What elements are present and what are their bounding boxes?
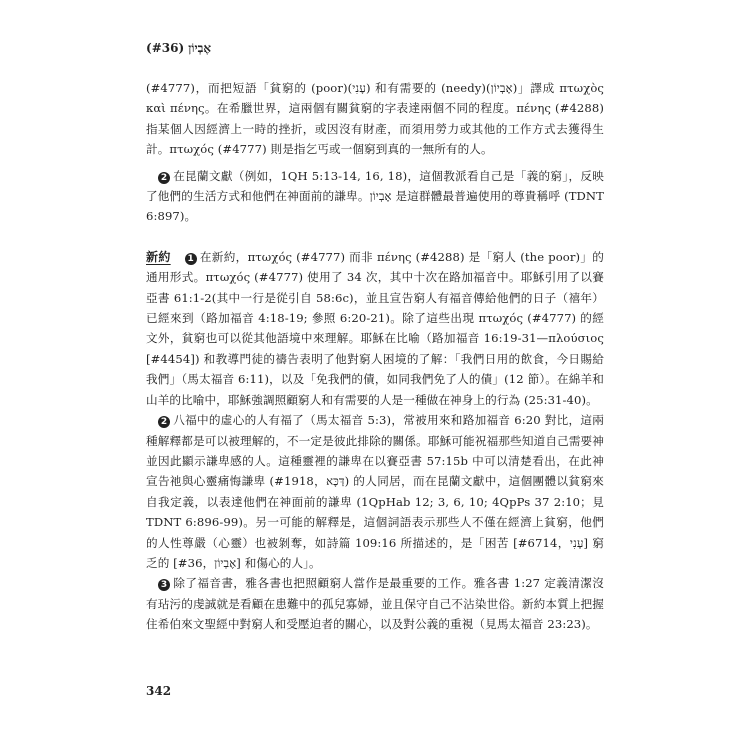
paragraph-number-badge: 2 (158, 416, 170, 428)
paragraph-number-badge: 3 (158, 579, 170, 591)
new-testament-paragraph-3 (146, 573, 604, 634)
new-testament-text-2: 八福中的虛心的人有福了（馬太福音 5:3)，常被用來和路加福音 6:20 對比，這兩種解釋都是可以被理解的，不一定是彼此排除的關係。耶穌可能祝福那些知道自己需要神並因此顯示謙卑感的人。這種靈裡的謙卑在以賽亞書 57:15b 中可以清楚看出，在此神宣告祂與心靈痛悔謙卑 (דַּכָּא，#1918) 的人同居，而在昆蘭文獻中，這個團體以貧窮來自我定義，以表達他們在神面前的謙卑 (1QpHab 12; 3, 6, 10; 4QpPs 37 2:10；見 TDNT 6:896-99)。另一可能的解釋是，這個詞語表示那些人不僅在經濟上貧窮，他們的人性尊嚴（心靈）也被剝奪，如詩篇 109:16 所描述的，是「困苦 [עָנִי，#6714] 窮乏的 [אֶבְיוֹן，#36] 和傷心的人」。 (146, 413, 604, 570)
running-head: אֶבְיוֹן (#36) (146, 41, 212, 55)
new-testament-paragraph-1 (146, 247, 604, 410)
new-testament-text-1: 在新約，πτωχός (#4777) 而非 πένης (#4288) 是「窮人 (the poor)」的通用形式。πτωχός (#4777) 使用了 34 次，其中十次在路加福音中。耶穌引用了以賽亞書 61:1-2(其中一行是從引自 58:6c)，並且宣告窮人有福音傳給他們的日子（禧年）已經來到（路加福音 4:18-19; 參照 6:20-21)。除了這些出現 πτωχός (#4777) 的經文外，貧窮也可以從其他語境中來理解。耶穌在比喻（路加福音 16:19-31—πλούσιος [#4454]) 和教導門徒的禱告表明了他對窮人困境的了解：「我們日用的飲食，今日賜給我們」（馬太福音 6:11)，以及「免我們的債，如同我們免了人的債」(12 節）。在綿羊和山羊的比喻中，耶穌強調照顧窮人和有需要的人是一種做在神身上的行為 (25:31-40)。 (146, 249, 604, 407)
section-heading: 新約 (146, 249, 171, 264)
new-testament-paragraph-2 (146, 410, 604, 573)
continued-paragraph: (#4777)，而把短語「貧窮的 (poor)(עָנִי) 和有需要的 (needy)(אֶבְיוֹן)」譯成 πτωχὸς καὶ πένης。在希臘世界，這兩個有關貧窮的字表達兩個不同的程度。πένης (#4288) 指某個人因經濟上一時的挫折，或因沒有財產，而須用勞力或其他的工作方式去獲得生計。πτωχός (#4777) 則是指乞丐或一個窮到真的一無所有的人。 (146, 81, 604, 157)
paragraph-number-badge: 2 (158, 172, 170, 184)
qumran-paragraph (146, 166, 604, 227)
page-number: 342 (146, 684, 172, 698)
new-testament-text-3: 除了福音書，雅各書也把照顧窮人當作是最重要的工作。雅各書 1:27 定義清潔沒有玷污的虔誠就是看顧在患難中的孤兒寡婦，並且保守自己不沾染世俗。新約本質上把握住希伯來文聖經中對窮人和受壓迫者的關心，以及對公義的重視（見馬太福音 23:23)。 (146, 576, 604, 632)
paragraph-number-badge: 1 (185, 253, 197, 265)
section-spacer (146, 227, 604, 247)
qumran-text: 在昆蘭文獻（例如，1QH 5:13-14, 16, 18)，這個教派看自己是「義的窮」，反映了他們的生活方式和他們在神面前的謙卑。אֶבְיוֹן 是這群體最普遍使用的尊貴稱呼 (TDNT 6:897)。 (146, 168, 605, 224)
